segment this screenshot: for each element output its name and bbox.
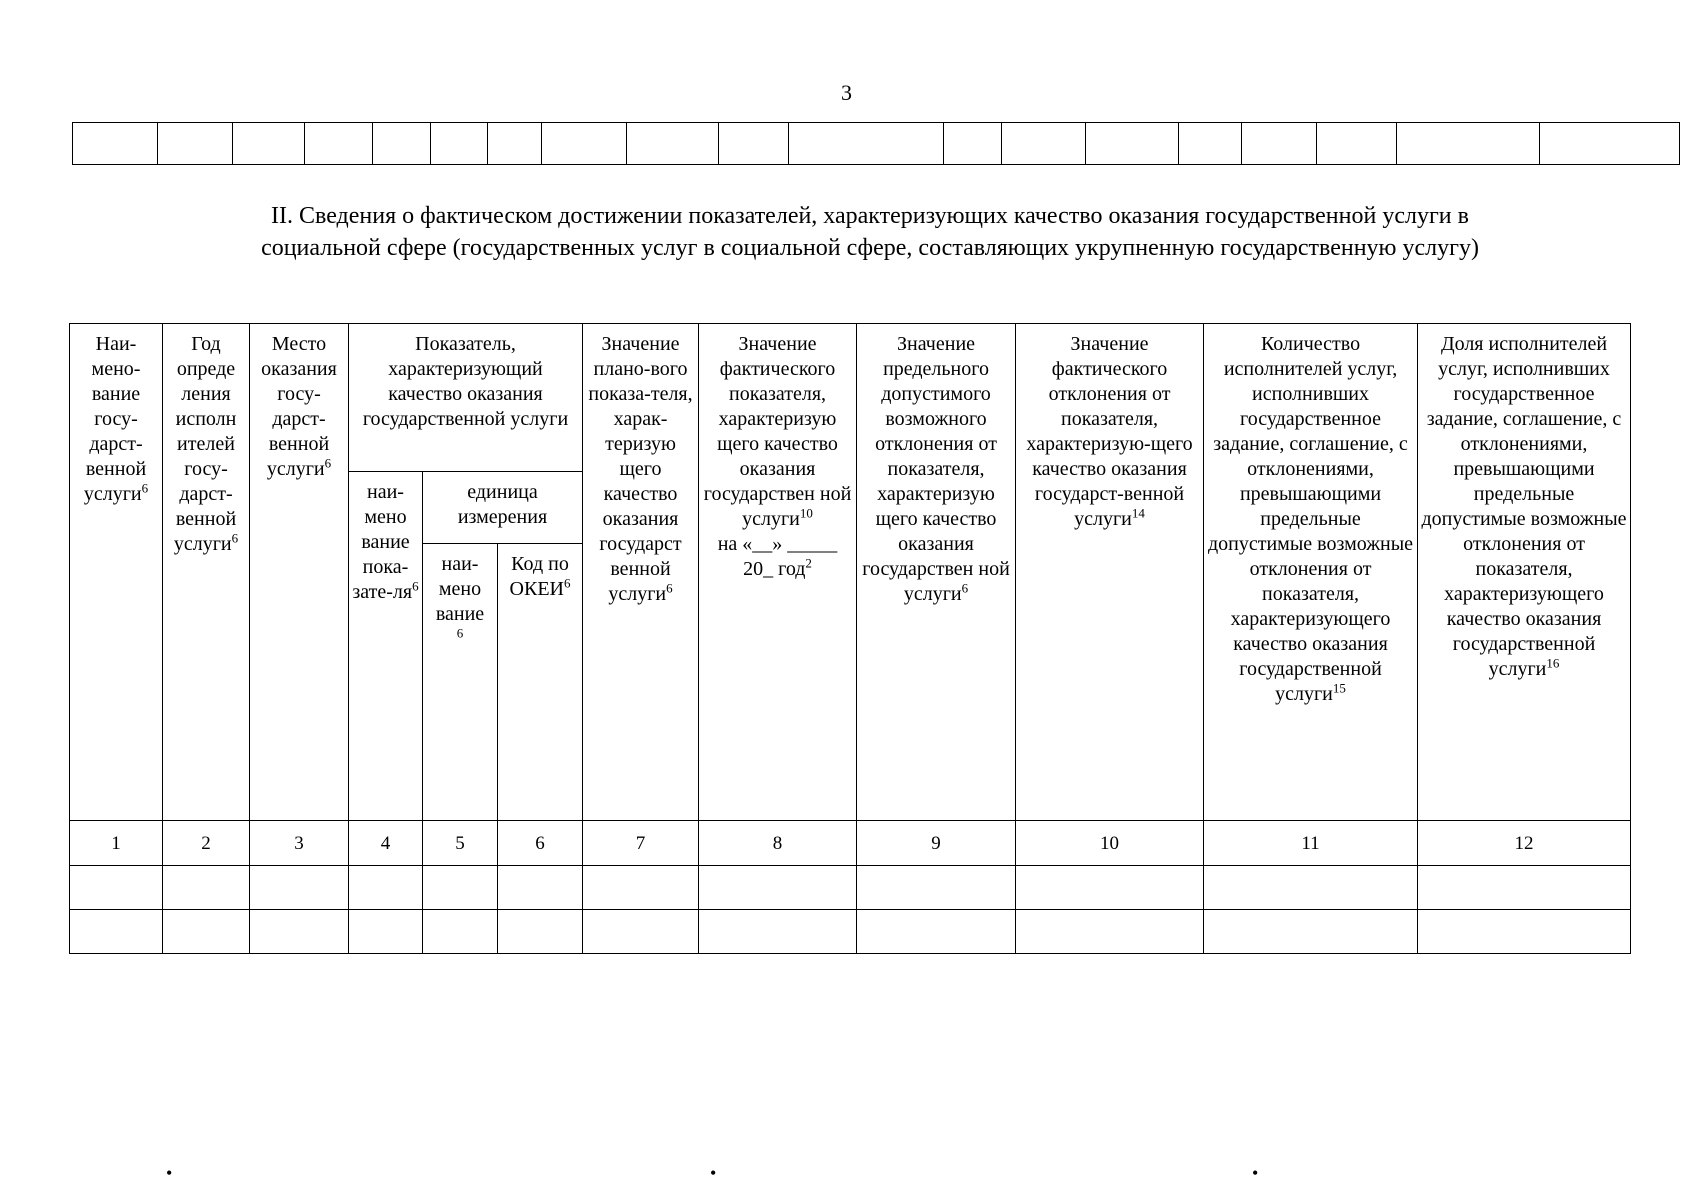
table-cell [857, 910, 1016, 954]
footnote-ref: 6 [456, 625, 464, 641]
table-cell [1016, 866, 1204, 910]
footnote-ref: 6 [324, 455, 332, 471]
section-title: II. Сведения о фактическом достижении показателей, характеризующих качество оказания государственной услуги в социальной сфере (государственных услуг в социальной сфере, составляющих укрупненную государственную услугу) [261, 203, 1479, 261]
continuation-table [72, 122, 1680, 165]
header-actual-value [699, 324, 857, 821]
empty-cell [1002, 123, 1085, 165]
empty-cell [1178, 123, 1241, 165]
header-limit-deviation [857, 324, 1016, 821]
table-cell [699, 866, 857, 910]
scan-mark: • [1252, 1163, 1259, 1183]
table-cell [1418, 866, 1631, 910]
header-text: Значение фактического показателя, характеризую щего качество оказания государствен ной услуги [703, 333, 852, 530]
empty-cell [944, 123, 1002, 165]
header-text: Год опреде ления исполн ителей госу-дарст-венной услуги [173, 333, 237, 555]
footnote-ref: 14 [1131, 505, 1145, 521]
column-number: 10 [1016, 821, 1204, 866]
table-cell [163, 866, 250, 910]
empty-cell [233, 123, 305, 165]
table-cell [583, 866, 699, 910]
continuation-row [73, 123, 1680, 165]
indicators-table [69, 323, 1631, 954]
scan-mark: • [166, 1163, 173, 1183]
date-line: 20_ год [743, 558, 806, 580]
column-number: 1 [70, 821, 163, 866]
table-cell [163, 910, 250, 954]
header-indicator-group [349, 324, 583, 472]
column-number: 2 [163, 821, 250, 866]
table-cell [70, 910, 163, 954]
footnote-ref: 6 [961, 580, 969, 596]
column-number: 12 [1418, 821, 1631, 866]
header-executors-count [1204, 324, 1418, 821]
column-number: 3 [250, 821, 349, 866]
column-number: 6 [498, 821, 583, 866]
header-text: Место оказания госу-дарст-венной услуги [261, 333, 337, 480]
table-row [70, 866, 1631, 910]
header-year [163, 324, 250, 821]
empty-cell [305, 123, 373, 165]
empty-cell [373, 123, 431, 165]
header-okei-code [498, 544, 583, 821]
header-text: Код по ОКЕИ [509, 553, 569, 600]
header-row-1 [70, 324, 1631, 472]
table-cell [1204, 866, 1418, 910]
footnote-ref: 2 [805, 555, 812, 571]
header-executors-share [1418, 324, 1631, 821]
empty-cell [1085, 123, 1178, 165]
column-number: 9 [857, 821, 1016, 866]
header-actual-deviation [1016, 324, 1204, 821]
header-text: Значение фактического отклонения от показателя, характеризую-щего качество оказания государст-венной услуги [1026, 333, 1193, 530]
header-text: наи-мено вание [435, 553, 485, 625]
table-cell [583, 910, 699, 954]
header-text: Доля исполнителей услуг, исполнивших государственное задание, соглашение, с отклонениями, превышающими предельные допустимые возможные отклонения от показателя, характеризующего качество оказания государственной услуги [1421, 333, 1627, 680]
column-number: 8 [699, 821, 857, 866]
empty-cell [1316, 123, 1396, 165]
empty-cell [1396, 123, 1539, 165]
header-service-name [70, 324, 163, 821]
table-cell [699, 910, 857, 954]
empty-cell [542, 123, 627, 165]
table-cell [498, 866, 583, 910]
empty-cell [719, 123, 789, 165]
footnote-ref: 16 [1546, 655, 1560, 671]
header-text: Значение плано-вого показа-теля, харак-теризую щего качество оказания государст венной услуги [588, 333, 693, 605]
header-text: Наи-мено-вание госу-дарст-венной услуги [83, 333, 147, 505]
table-cell [70, 866, 163, 910]
footnote-ref: 10 [799, 505, 813, 521]
footnote-ref: 6 [666, 580, 673, 596]
empty-cell [488, 123, 542, 165]
header-text: наи-мено вание пока-зате-ля [352, 481, 413, 603]
empty-cell [789, 123, 944, 165]
header-text: единица измерения [457, 481, 548, 528]
footnote-ref: 6 [141, 480, 149, 496]
empty-cell [158, 123, 233, 165]
empty-cell [73, 123, 158, 165]
table-row [70, 910, 1631, 954]
column-number: 11 [1204, 821, 1418, 866]
table-cell [1204, 910, 1418, 954]
empty-cell [1539, 123, 1679, 165]
table-cell [423, 866, 498, 910]
header-unit-name [423, 544, 498, 821]
header-text: Показатель, характеризующий качество оказания государственной услуги [362, 333, 569, 430]
column-number: 5 [423, 821, 498, 866]
empty-cell [1241, 123, 1316, 165]
column-number: 7 [583, 821, 699, 866]
page-number: 3 [841, 80, 852, 105]
table-cell [857, 866, 1016, 910]
header-text: Количество исполнителей услуг, исполнивших государственное задание, соглашение, с отклонениями, превышающими предельные допустимые возможные отклонения от показателя, характеризующего качество оказания государственной услуги [1207, 333, 1414, 705]
footnote-ref: 6 [563, 575, 571, 591]
header-place [250, 324, 349, 821]
date-line: на «__» _____ [717, 533, 838, 555]
table-cell [1016, 910, 1204, 954]
table-cell [1418, 910, 1631, 954]
header-unit-group [423, 472, 583, 544]
footnote-ref: 15 [1332, 680, 1346, 696]
footnote-ref: 6 [412, 578, 419, 594]
column-numbers-row [70, 821, 1631, 866]
table-cell [250, 866, 349, 910]
header-indicator-name [349, 472, 423, 821]
table-cell [423, 910, 498, 954]
table-cell [349, 910, 423, 954]
empty-cell [627, 123, 719, 165]
column-number: 4 [349, 821, 423, 866]
table-cell [349, 866, 423, 910]
header-planned-value [583, 324, 699, 821]
empty-cell [431, 123, 488, 165]
table-cell [250, 910, 349, 954]
table-cell [498, 910, 583, 954]
footnote-ref: 6 [231, 530, 239, 546]
header-text: Значение предельного допустимого возможного отклонения от показателя, характеризую щего качество оказания государствен ной услуги [862, 333, 1010, 605]
scan-mark: • [710, 1163, 717, 1183]
